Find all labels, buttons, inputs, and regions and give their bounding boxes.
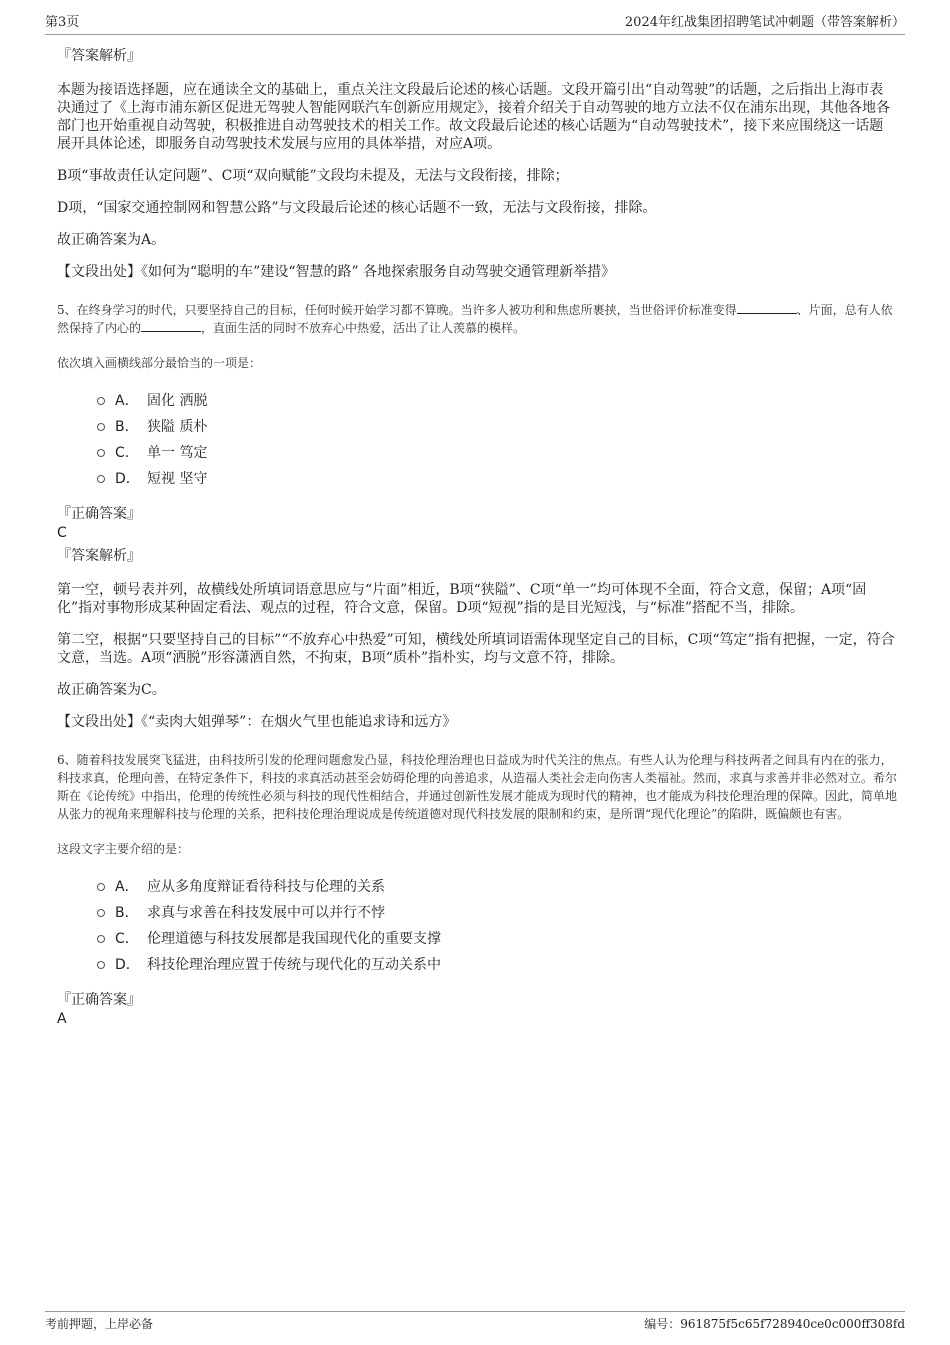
correct-answer-label: 『正确答案』 — [57, 992, 141, 1008]
page-number: 第3页 — [45, 15, 80, 30]
option-text: 短视 坚守 — [147, 471, 208, 487]
option-c[interactable] — [95, 444, 897, 470]
option-text: 固化 洒脱 — [147, 393, 208, 409]
radio-icon[interactable] — [97, 423, 105, 431]
source-citation: 【文段出处】《如何为“聪明的车”建设“智慧的路” 各地探索服务自动驾驶交通管理新举措》 — [57, 264, 616, 280]
option-letter: A． — [115, 393, 139, 409]
analysis-paragraph: 第一空，顿号表并列，故横线处所填词语意思应与“片面”相近，B项“狭隘”、C项“单一”均可体现不全面，符合文意，保留；A项“固化”指对事物形成某种固定看法、观点的过程，符合文意，保留。D项“短视”指的是目光短浅，与“标准”搭配不当，排除。 — [57, 582, 867, 616]
radio-icon[interactable] — [97, 883, 105, 891]
question-text-part: 5、在终身学习的时代，只要坚持自己的目标，任何时候开始学习都不算晚。当许多人被功利和焦虑所裹挟，当世俗评价标准变得 — [57, 303, 737, 317]
document-serial: 编号：961875f5c65f728940ce0c000ff308fd — [644, 1317, 905, 1331]
analysis-paragraph: 第二空，根据“只要坚持自己的目标”“不放弃心中热爱”可知，横线处所填词语需体现坚定自己的目标，C项“笃定”指有把握，一定，符合文意，当选。A项“洒脱”形容潇洒自然，不拘束，B项“质朴”指朴实，均与文意不符，排除。 — [57, 632, 895, 666]
correct-answer-value: A — [57, 1011, 67, 1027]
option-text: 狭隘 质朴 — [147, 419, 208, 435]
option-text: 求真与求善在科技发展中可以并行不悖 — [147, 905, 385, 921]
question-text-part: ，直面生活的同时不放弃心中热爱，活出了让人羡慕的模样。 — [201, 321, 526, 335]
option-letter: D． — [115, 471, 140, 487]
option-text: 伦理道德与科技发展都是我国现代化的重要支撑 — [147, 931, 441, 947]
option-letter: B． — [115, 419, 139, 435]
fill-blank — [141, 319, 201, 332]
option-letter: D． — [115, 957, 140, 973]
analysis-paragraph: 本题为接语选择题，应在通读全文的基础上，重点关注文段最后论述的核心话题。文段开篇引出“自动驾驶”的话题，之后指出上海市表决通过了《上海市浦东新区促进无驾驶人智能网联汽车创新应用规定》，接着介绍关于自动驾驶的地方立法不仅在浦东出现，其他各地各部门也开始重视自动驾驶，积极推进自动驾驶技术的相关工作。故文段最后论述的核心话题为“自动驾驶技术”，接下来应围绕这一话题展开具体论述，即服务自动驾驶技术发展与应用的具体举措，对应A项。 — [57, 82, 890, 152]
analysis-label: 『答案解析』 — [57, 48, 141, 64]
source-citation: 【文段出处】《“卖肉大姐弹琴”：在烟火气里也能追求诗和远方》 — [57, 714, 457, 730]
radio-icon[interactable] — [97, 397, 105, 405]
analysis-conclusion: 故正确答案为C。 — [57, 682, 166, 698]
question-5-options — [95, 392, 897, 496]
question-6-text: 6、随着科技发展突飞猛进，由科技所引发的伦理问题愈发凸显，科技伦理治理也日益成为时代关注的焦点。有些人认为伦理与科技两者之间具有内在的张力，科技求真，伦理向善，在特定条件下，科技的求真活动甚至会妨碍伦理的向善追求，从造福人类社会走向伤害人类福祉。然而，求真与求善并非必然对立。希尔斯在《论传统》中指出，伦理的传统性必须与科技的现代性相结合，并通过创新性发展才能成为现时代的精神，也才能成为科技伦理治理的保障。因此，简单地从张力的视角来理解科技与伦理的关系，把科技伦理治理说成是传统道德对现代科技发展的限制和约束，是所谓“现代化理论”的陷阱，既偏颇也有害。 — [57, 753, 898, 821]
question-text-part: 、片面，总有人依然保持了内心的 — [57, 303, 893, 335]
page-content — [57, 46, 897, 1028]
question-5-prompt: 依次填入画横线部分最恰当的一项是： — [57, 356, 262, 370]
analysis-label: 『答案解析』 — [57, 548, 141, 564]
option-letter: C． — [115, 931, 139, 947]
radio-icon[interactable] — [97, 449, 105, 457]
question-6-options — [95, 878, 897, 982]
option-letter: B． — [115, 905, 139, 921]
radio-icon[interactable] — [97, 475, 105, 483]
question-6-prompt: 这段文字主要介绍的是： — [57, 842, 190, 856]
radio-icon[interactable] — [97, 909, 105, 917]
radio-icon[interactable] — [97, 961, 105, 969]
option-letter: C． — [115, 445, 139, 461]
option-b[interactable] — [95, 904, 897, 930]
option-b[interactable] — [95, 418, 897, 444]
option-d[interactable] — [95, 956, 897, 982]
option-c[interactable] — [95, 930, 897, 956]
correct-answer-value: C — [57, 525, 67, 541]
page-header — [45, 14, 905, 35]
question-5-text — [57, 301, 897, 337]
option-letter: A． — [115, 879, 139, 895]
option-a[interactable] — [95, 878, 897, 904]
option-text: 单一 笃定 — [147, 445, 208, 461]
document-title: 2024年红战集团招聘笔试冲刺题（带答案解析） — [624, 15, 905, 30]
option-text: 科技伦理治理应置于传统与现代化的互动关系中 — [147, 957, 441, 973]
radio-icon[interactable] — [97, 935, 105, 943]
analysis-paragraph: B项“事故责任认定问题”、C项“双向赋能”文段均未提及，无法与文段衔接，排除； — [57, 168, 569, 184]
footer-slogan: 考前押题，上岸必备 — [45, 1317, 154, 1331]
page-footer — [45, 1311, 905, 1334]
fill-blank — [737, 301, 797, 314]
option-text: 应从多角度辩证看待科技与伦理的关系 — [147, 879, 385, 895]
analysis-conclusion: 故正确答案为A。 — [57, 232, 166, 248]
option-d[interactable] — [95, 470, 897, 496]
correct-answer-label: 『正确答案』 — [57, 506, 141, 522]
option-a[interactable] — [95, 392, 897, 418]
analysis-paragraph: D项，“国家交通控制网和智慧公路”与文段最后论述的核心话题不一致，无法与文段衔接，排除。 — [57, 200, 657, 216]
